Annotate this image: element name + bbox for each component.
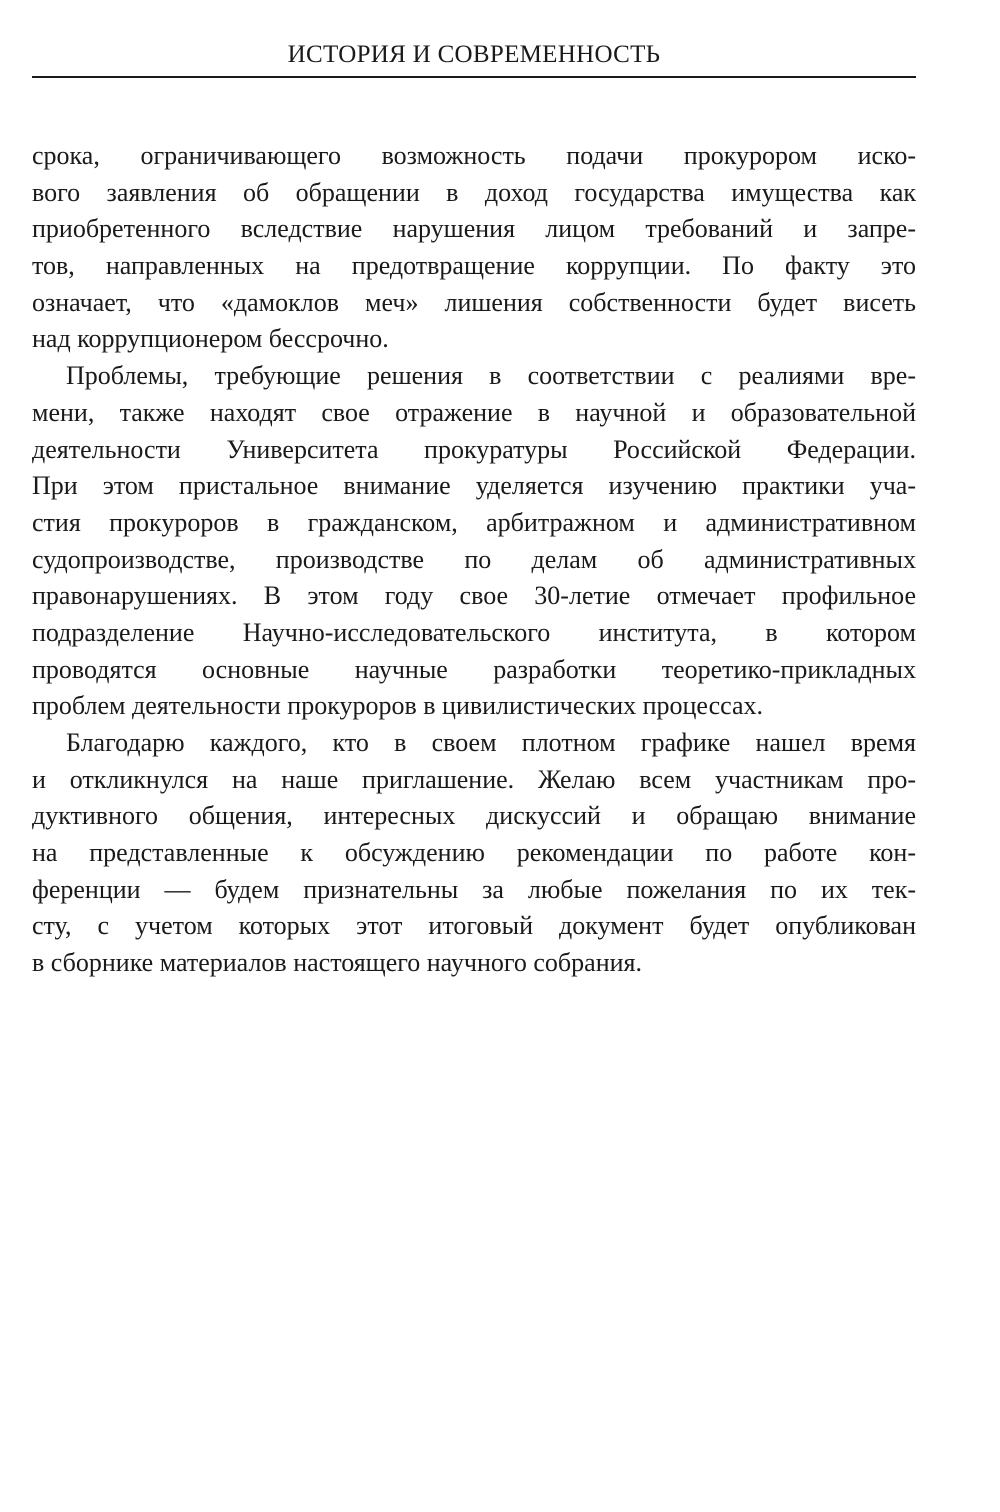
paragraph-2 [32,358,916,725]
text-line: При этом пристальное внимание уделяется изучению практики уча- [32,471,916,501]
body-text [32,138,916,982]
text-line: тов, направленных на предотвращение коррупции. По факту это [32,251,916,281]
text-line: на представленные к обсуждению рекомендации по работе кон- [32,838,916,868]
text-line: означает, что «дамоклов меч» лишения собственности будет висеть [32,287,916,317]
text-line: приобретенного вследствие нарушения лицом требований и запре- [32,214,916,244]
text-line: правонарушениях. В этом году свое 30-летие отмечает профильное [32,581,916,611]
paragraph-3 [32,725,916,982]
text-line: Благодарю каждого, кто в своем плотном графике нашел время [66,728,916,757]
text-line: в сборнике материалов настоящего научного собрания. [32,948,642,978]
text-line: срока, ограничивающего возможность подачи прокурором иско- [32,141,916,170]
text-line: судопроизводстве, производстве по делам об административных [32,544,916,574]
running-header-title: ИСТОРИЯ И СОВРЕМЕННОСТЬ [287,41,661,68]
text-line: стия прокуроров в гражданском, арбитражном и административном [32,507,916,537]
paragraph-1 [32,138,916,358]
text-line: сту, с учетом которых этот итоговый документ будет опубликован [32,911,916,941]
text-line: ференции — будем признательны за любые пожелания по их тек- [32,874,916,904]
text-line: Проблемы, требующие решения в соответствии с реалиями вре- [66,361,916,391]
text-line: над коррупционером бессрочно. [32,324,389,354]
text-line: вого заявления об обращении в доход государства имущества как [32,177,916,207]
text-line: мени, также находят свое отражение в научной и образовательной [32,397,916,427]
text-line: проблем деятельности прокуроров в цивилистических процессах. [32,691,764,721]
text-line: проводятся основные научные разработки теоретико-прикладных [32,654,916,684]
text-line: подразделение Научно-исследовательского института, в котором [32,617,916,647]
text-line: дуктивного общения, интересных дискуссий и обращаю внимание [32,801,916,831]
text-line: и откликнулся на наше приглашение. Желаю всем участникам про- [32,764,916,794]
header-rule [32,76,916,78]
text-line: деятельности Университета прокуратуры Российской Федерации. [32,434,916,464]
